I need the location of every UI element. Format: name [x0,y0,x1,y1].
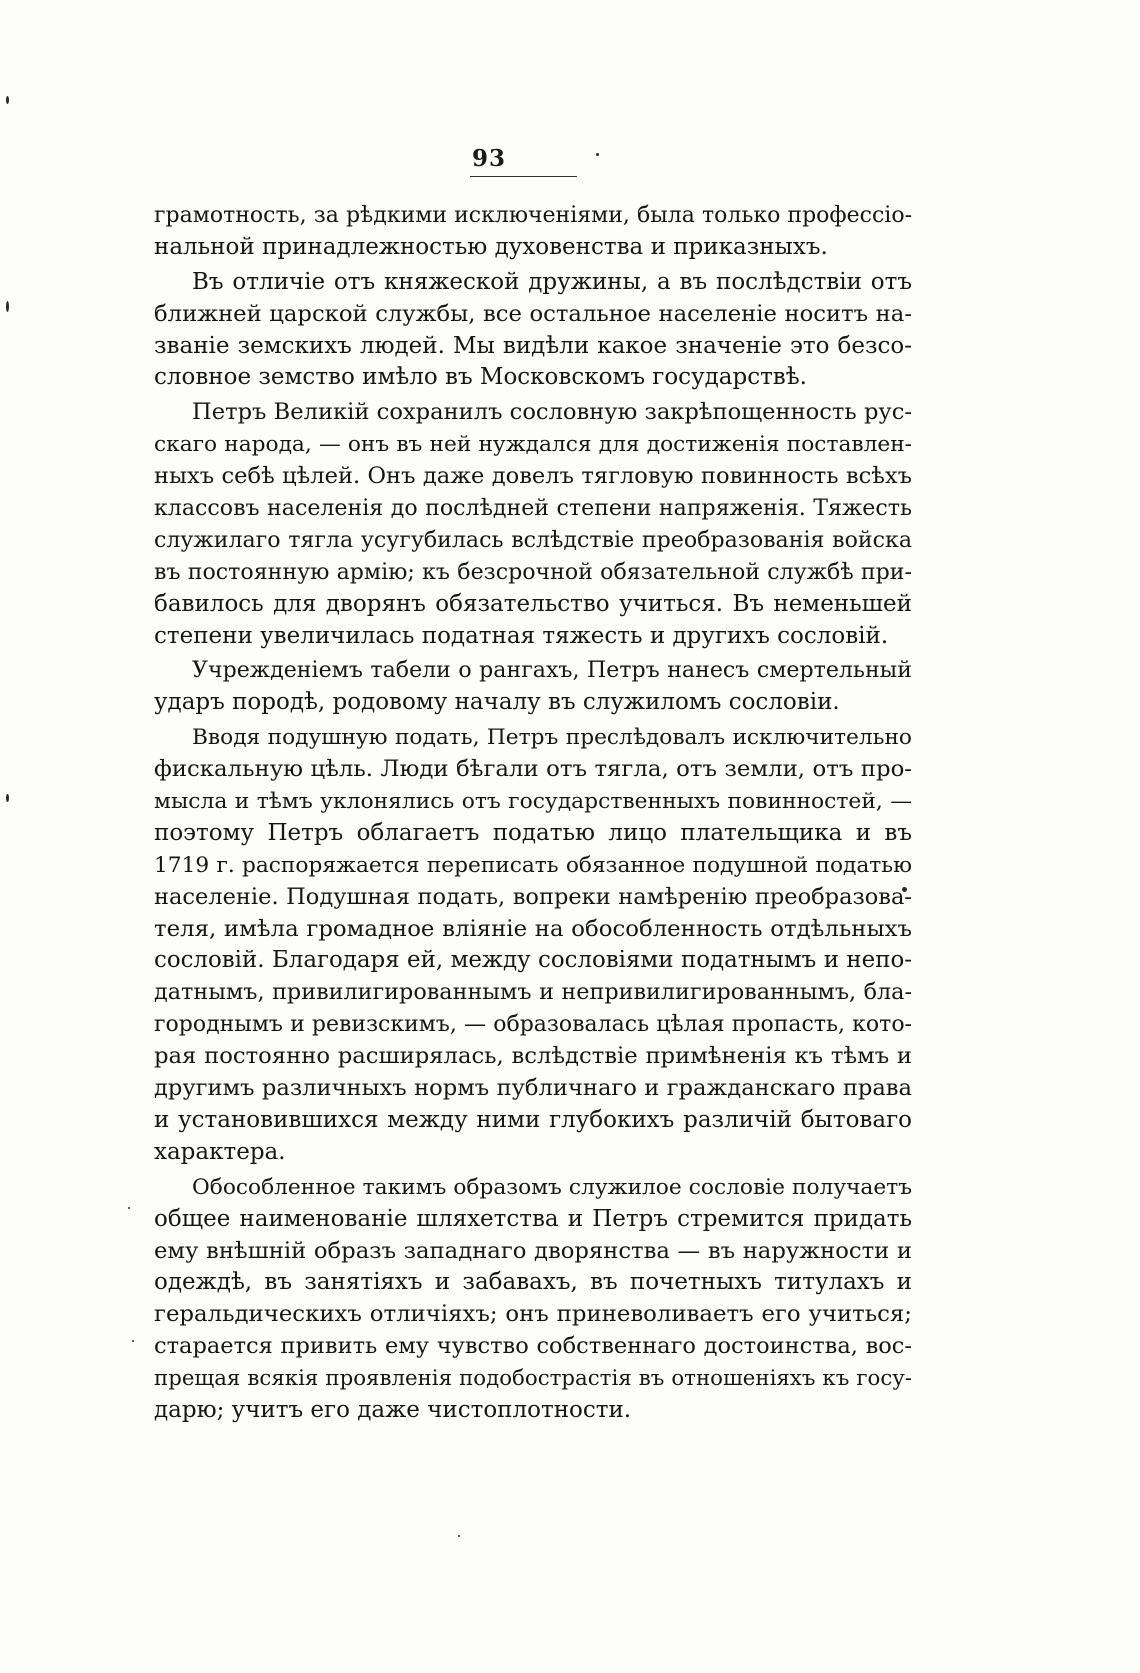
margin-speck [132,1340,134,1342]
text-line: фискальную цѣль. Люди бѣгали отъ тягла, отъ земли, отъ про- [154,756,912,783]
margin-speck [596,153,599,156]
text-line: другимъ различныхъ нормъ публичнаго и гражданскаго права [154,1075,912,1102]
margin-speck [128,1207,130,1209]
text-line: Петръ Великій сохранилъ сословную закрѣпощенность рус- [192,399,912,426]
text-line: Въ отличіе отъ княжеской дружины, а въ послѣдствіи отъ [192,268,912,295]
text-line: нальной принадлежностью духовенства и приказныхъ. [154,233,828,260]
text-line: скаго народа, — онъ въ ней нуждался для достиженія поставлен- [154,432,912,458]
text-line: геральдическихъ отличіяхъ; онъ приневоливаетъ его учиться; [154,1301,912,1328]
paragraph [154,655,912,719]
text-line: словное земство имѣло въ Московскомъ государствѣ. [154,364,807,391]
paragraph [154,1172,912,1427]
text-line: одеждѣ, въ занятіяхъ и забавахъ, въ почетныхъ титулахъ и [154,1269,912,1296]
text-line: Вводя подушную подать, Петръ преслѣдовалъ исключительно [192,725,912,751]
text-line: прещая всякія проявленія подобострастія въ отношеніяхъ къ госу- [154,1366,912,1392]
text-line: поэтому Петръ облагаетъ податью лицо плательщика и въ [154,819,912,846]
text-line: въ постоянную армію; къ безсрочной обязательной службѣ при- [154,558,912,585]
paragraph [154,397,912,652]
text-line: служилаго тягла усугубилась вслѣдствіе преобразованія войска [154,526,912,553]
text-line: классовъ населенія до послѣдней степени напряженія. Тяжесть [154,495,912,522]
text-line: теля, имѣла громадное вліяніе на обособленность отдѣльныхъ [154,915,912,942]
text-line: общее наименованіе шляхетства и Петръ стремится придать [154,1205,912,1232]
text-line: бавилось для дворянъ обязательство учиться. Въ неменьшей [154,590,912,617]
text-line: ему внѣшній образъ западнаго дворянства — въ наружности и [154,1237,912,1264]
text-line: старается привить ему чувство собственнаго достоинства, вос- [154,1333,912,1360]
text-line: грамотность, за рѣдкими исключеніями, была только профессіо- [154,203,912,228]
text-line: населеніе. Подушная подать, вопреки намѣренію преобразова- [154,883,912,910]
margin-speck [6,301,9,312]
body-text [154,200,912,1427]
text-line: дарю; учитъ его даже чистоплотности. [154,1396,632,1423]
text-line: характера. [154,1138,286,1165]
header-rule [470,176,577,177]
text-line: сословій. Благодаря ей, между сословіями податнымъ и непо- [154,947,912,974]
text-line: ближней царской службы, все остальное населеніе носитъ на- [154,300,912,327]
margin-speck [6,96,9,104]
text-line: мысла и тѣмъ уклонялись отъ государственныхъ повинностей, — [154,789,912,815]
page-number: 93 [472,145,507,172]
paragraph [154,200,912,264]
text-line: званіе земскихъ людей. Мы видѣли какое значеніе это безсо- [154,332,912,359]
text-line: 1719 г. распоряжается переписать обязанное подушной податью [154,852,912,878]
text-line: датнымъ, привилигированнымъ и непривилигированнымъ, бла- [154,979,912,1006]
paragraph [154,722,912,1168]
paragraph [154,267,912,395]
text-line: ударъ породѣ, родовому началу въ служиломъ сословіи. [154,689,840,716]
text-line: Обособленное такимъ образомъ служилое сословіе получаетъ [192,1174,912,1200]
text-line: городнымъ и ревизскимъ, — образовалась цѣлая пропасть, кото- [154,1012,912,1038]
text-line: степени увеличилась податная тяжесть и другихъ сословій. [154,622,889,649]
text-line: и установившихся между ними глубокихъ различій бытоваго [154,1106,912,1133]
text-line: ныхъ себѣ цѣлей. Онъ даже довелъ тягловую повинность всѣхъ [154,463,912,490]
text-line: Учрежденіемъ табели о рангахъ, Петръ нанесъ смертельный [192,657,912,684]
margin-speck [458,1535,460,1537]
text-line: рая постоянно расширялась, вслѣдствіе примѣненія къ тѣмъ и [154,1043,912,1070]
margin-speck [6,794,9,802]
